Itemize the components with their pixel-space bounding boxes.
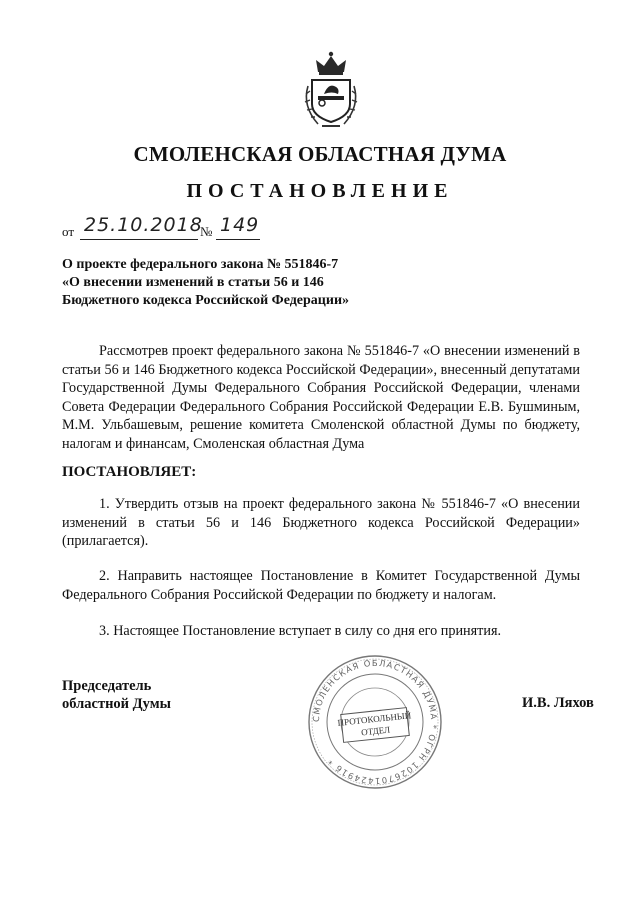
signatory-position <box>62 677 171 713</box>
signatory-position-line: областной Думы <box>62 696 171 712</box>
subject-line: Бюджетного кодекса Российской Федерации» <box>62 293 350 308</box>
signatory-name: И.В. Ляхов <box>522 695 594 711</box>
document-subject <box>62 256 422 310</box>
number-prefix-label: № <box>200 224 213 239</box>
resolution-point: 1. Утвердить отзыв на проект федерального закона № 551846-7 «О внесении изменений в статьи 56 и 146 Бюджетного кодекса Российской Федерации» (прилагается). <box>62 496 580 549</box>
stamp-inner-text: ПРОТОКОЛЬНЫЙ <box>337 710 412 728</box>
signatory-position-line: Председатель <box>62 678 152 694</box>
date-number-line <box>62 212 322 242</box>
subject-line: «О внесении изменений в статьи 56 и 146 <box>62 275 324 290</box>
org-title: СМОЛЕНСКАЯ ОБЛАСТНАЯ ДУМА <box>133 142 507 166</box>
date-prefix-label: от <box>62 224 75 239</box>
preamble-paragraph: Рассмотрев проект федерального закона № 551846-7 «О внесении изменений в статьи 56 и 146 Бюджетного кодекса Российской Федерации», внесенный депутатами Государственной Думы Федерального Собрания Российской Федерации, членами Совета Федерации Федерального Собрания Российской Федерации Е.В. Бушминым, М.М. Ульбашевым, решение комитета Смоленской областной Думы по бюджету, налогам и финансам, Смоленская областная Дума <box>62 343 580 452</box>
coat-of-arms-smolensk-icon <box>298 50 364 132</box>
resolution-point: 3. Настоящее Постановление вступает в силу со дня его принятия. <box>99 623 502 639</box>
handwritten-date: 25.10.2018 <box>84 214 203 236</box>
round-seal-stamp-icon <box>306 653 444 791</box>
stamp-ring-text: СМОЛЕНСКАЯ ОБЛАСТНАЯ ДУМА * ОГРН 1026701424916 * <box>310 657 440 787</box>
resolve-heading: ПОСТАНОВЛЯЕТ: <box>62 464 197 480</box>
number-underline <box>216 239 260 240</box>
date-underline <box>80 239 198 240</box>
stamp-inner-text: ОТДЕЛ <box>360 724 391 738</box>
resolution-point: 2. Направить настоящее Постановление в Комитет Государственной Думы Федерального Собрания Российской Федерации по бюджету и налогам. <box>62 568 580 603</box>
document-type-heading: ПОСТАНОВЛЕНИЕ <box>186 180 454 202</box>
subject-line: О проекте федерального закона № 551846-7 <box>62 257 339 272</box>
handwritten-number: 149 <box>220 214 260 236</box>
